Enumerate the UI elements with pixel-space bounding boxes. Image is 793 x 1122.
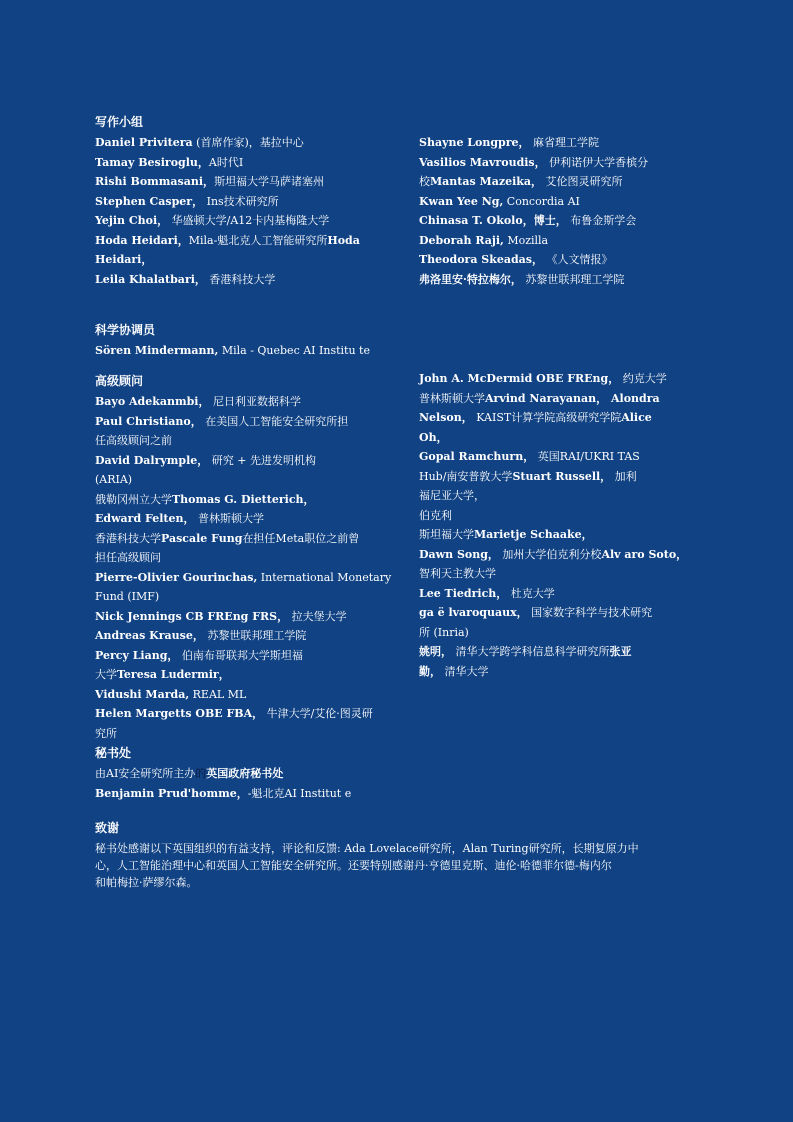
person-name: John A. McDermid OBE FREng，	[419, 372, 620, 385]
entry-line	[419, 172, 739, 192]
person-name: Yejin Choi，	[95, 214, 169, 227]
entry-line	[95, 412, 395, 432]
affiliation: 普林斯顿大学	[194, 512, 264, 525]
entry-line	[419, 250, 739, 270]
secretariat-body	[95, 764, 351, 803]
entry-line	[95, 470, 395, 490]
affiliation: A时代I	[208, 155, 244, 169]
writing-group-heading: 写作小组	[95, 115, 144, 129]
affiliation: 担任高级顾问	[95, 551, 161, 564]
affiliation: 牛津大学/艾伦·图灵研	[263, 707, 373, 720]
entry-line	[95, 211, 395, 231]
person-name: Alv aro Soto，	[601, 547, 688, 561]
affiliation: Concordia AI	[503, 194, 580, 208]
person-name: 姚明，	[419, 645, 452, 658]
person-name: Stephen Casper，	[95, 194, 204, 208]
entry-line	[95, 665, 395, 685]
entry-line	[419, 133, 739, 153]
person-name: 勤，	[419, 664, 441, 678]
affiliation: 清华大学跨学科信息科学研究所	[452, 645, 610, 658]
person-name: Deborah Raji,	[419, 233, 504, 247]
entry-line	[419, 642, 739, 662]
senior-advisors-right-column	[419, 369, 739, 681]
entry-line	[419, 623, 739, 643]
affiliation: 研究 + 先进发明机构	[208, 453, 317, 467]
entry-line	[419, 467, 739, 487]
entry-line	[419, 564, 739, 584]
entry-line	[419, 192, 739, 212]
person-name: Lee Tiedrich，	[419, 586, 508, 600]
person-name: Gopal Ramchurn，	[419, 450, 535, 463]
person-name: Hoda	[327, 233, 360, 247]
affiliation: 智利天主教大学	[419, 567, 496, 580]
person-name: Marietje Schaake，	[474, 528, 593, 541]
entry-line	[419, 584, 739, 604]
entry-line	[419, 428, 739, 448]
affiliation: International Monetary	[257, 570, 392, 584]
writing-group-right-column	[419, 133, 739, 289]
person-name: Percy Liang，	[95, 648, 179, 662]
acknowledgements-body	[95, 840, 639, 891]
entry-line	[419, 525, 739, 545]
affiliation: 苏黎世联邦理工学院	[521, 272, 625, 286]
entry-line	[95, 172, 395, 192]
affiliation: Mozilla	[503, 233, 549, 247]
affiliation: 苏黎世联邦理工学院	[203, 629, 307, 642]
coordinator-affiliation: Mila - Quebec AI Institu te	[218, 344, 370, 357]
writing-group-left-column	[95, 133, 395, 289]
person-name: Nelson，	[419, 411, 473, 424]
person-name: Helen Margetts OBE FBA，	[95, 707, 264, 720]
affiliation: 麻省理工学院	[529, 136, 600, 149]
scientific-coordinator-entry	[95, 341, 370, 361]
entry-line	[95, 392, 395, 412]
secretariat-line-2: Benjamin Prud'homme，-魁北克AI Institut e	[95, 786, 352, 800]
affiliation: 香港科技大学	[95, 531, 161, 545]
acknowledgements-line: 秘书处感谢以下英国组织的有益支持，评论和反馈: Ada Lovelace研究所，Alan Turing研究所，长期复原力中	[95, 842, 639, 855]
affiliation: 究所	[95, 726, 117, 740]
person-name: Theodora Skeadas，	[419, 253, 544, 266]
entry-line	[95, 431, 395, 451]
entry-line	[419, 662, 739, 682]
person-name: 弗洛里安·特拉梅尔，	[419, 272, 522, 286]
affiliation: 斯坦福大学	[419, 528, 474, 541]
person-name: Rishi Bommasani，	[95, 175, 215, 188]
affiliation: 布鲁金斯学会	[566, 214, 637, 227]
affiliation: 国家数字科学与技术研究	[527, 606, 653, 619]
person-name: Teresa Ludermir，	[117, 668, 230, 681]
entry-line	[95, 568, 395, 588]
entry-line	[419, 506, 739, 526]
person-name: Alice	[621, 411, 652, 424]
entry-line	[419, 447, 739, 467]
senior-advisors-left-column	[95, 392, 395, 743]
person-name: David Dalrymple，	[95, 453, 209, 467]
acknowledgements-line: 和帕梅拉·萨缪尔森。	[95, 876, 198, 889]
person-name: Vasilios Mavroudis，	[419, 155, 546, 169]
affiliation: (首席作家)，基拉中心	[192, 136, 304, 149]
affiliation: 拉夫堡大学	[288, 609, 347, 623]
person-name: Oh，	[419, 430, 448, 444]
person-name: Shayne Longpre，	[419, 136, 530, 149]
entry-line	[95, 270, 395, 290]
entry-line	[419, 270, 739, 290]
person-name: Heidari，	[95, 253, 153, 266]
affiliation: 在美国人工智能安全研究所担	[201, 414, 349, 428]
affiliation: 俄勒冈州立大学	[95, 492, 172, 506]
person-name: Leila Khalatbari，	[95, 272, 206, 286]
affiliation: 福尼亚大学，	[419, 489, 485, 502]
entry-line	[95, 607, 395, 627]
person-name: Tamay Besiroglu，	[95, 155, 209, 169]
affiliation: Mila-魁北克人工智能研究所	[188, 233, 328, 247]
affiliation: 伯克利	[419, 508, 452, 522]
affiliation: 《人文情报》	[543, 253, 613, 266]
senior-advisors-heading: 高级顾问	[95, 374, 144, 388]
affiliation: 校	[419, 175, 430, 188]
entry-line	[419, 545, 739, 565]
person-name: Chinasa T. Okolo，博士，	[419, 214, 567, 227]
person-name: Kwan Yee Ng,	[419, 194, 504, 208]
person-name: Vidushi Marda,	[95, 687, 190, 701]
person-name: Pierre-Olivier Gourinchas,	[95, 570, 258, 584]
affiliation: Fund (IMF)	[95, 590, 160, 603]
entry-line	[95, 626, 395, 646]
affiliation: 大学	[95, 668, 117, 681]
affiliation: 所 (Inria)	[419, 625, 469, 639]
acknowledgements-heading: 致谢	[95, 821, 120, 835]
affiliation: 在担任Meta职位之前曾	[242, 531, 360, 545]
affiliation: 普林斯顿大学	[419, 391, 485, 405]
entry-line	[95, 548, 395, 568]
person-name: Stuart Russell，	[512, 469, 612, 483]
person-name: Andreas Krause，	[95, 629, 204, 642]
entry-line	[95, 192, 395, 212]
entry-line	[419, 486, 739, 506]
person-name: Edward Felten，	[95, 512, 195, 525]
affiliation: 艾伦图灵研究所	[542, 175, 623, 188]
person-name: Dawn Song，	[419, 547, 499, 561]
affiliation: REAL ML	[189, 687, 247, 701]
affiliation: 尼日利亚数据科学	[209, 395, 301, 408]
person-name: 张亚	[609, 645, 632, 658]
person-name: Mantas Mazeika，	[430, 175, 543, 188]
affiliation: 加州大学伯克利分校	[498, 547, 602, 561]
secretariat-heading: 秘书处	[95, 746, 132, 760]
entry-line	[419, 211, 739, 231]
entry-line	[419, 369, 739, 389]
affiliation: (ARIA)	[95, 473, 133, 486]
secretariat-line-1: 由AI安全研究所主办的英国政府秘书处	[95, 767, 284, 780]
person-name: Arvind Narayanan， Alondra	[485, 391, 660, 405]
affiliation: 伊利诺伊大学香槟分	[545, 155, 649, 169]
person-name: Hoda Heidari，	[95, 233, 189, 247]
affiliation: 英国RAI/UKRI TAS	[534, 450, 640, 463]
entry-line	[95, 153, 395, 173]
entry-line	[95, 451, 395, 471]
entry-line	[95, 490, 395, 510]
entry-line	[95, 646, 395, 666]
person-name: Bayo Adekanmbi，	[95, 395, 210, 408]
entry-line	[95, 529, 395, 549]
entry-line	[95, 587, 395, 607]
affiliation: 伯南布哥联邦大学斯坦福	[178, 648, 303, 662]
scientific-coordinator-heading: 科学协调员	[95, 323, 156, 337]
entry-line	[95, 509, 395, 529]
entry-line	[95, 231, 395, 251]
affiliation: 约克大学	[619, 372, 667, 385]
person-name: Thomas G. Dietterich，	[172, 492, 315, 506]
entry-line	[95, 685, 395, 705]
entry-line	[419, 408, 739, 428]
entry-line	[95, 250, 395, 270]
entry-line	[419, 389, 739, 409]
acknowledgements-line: 心，人工智能治理中心和英国人工智能安全研究所。还要特别感谢丹·亨德里克斯、迪伦·哈德菲尔德-梅内尔	[95, 859, 612, 872]
affiliation: 任高级顾问之前	[95, 434, 172, 447]
person-name: Daniel Privitera	[95, 136, 193, 149]
entry-line	[419, 153, 739, 173]
affiliation: 加利	[611, 469, 637, 483]
affiliation: Hub/南安普敦大学	[419, 469, 513, 483]
person-name: Paul Christiano，	[95, 414, 202, 428]
coordinator-name: Sören Mindermann,	[95, 344, 219, 357]
entry-line	[419, 603, 739, 623]
person-name: Pascale Fung	[161, 531, 243, 545]
affiliation: Ins技术研究所	[203, 194, 279, 208]
entry-line	[95, 724, 395, 744]
affiliation: 斯坦福大学马萨诸塞州	[214, 175, 325, 188]
person-name: Nick Jennings CB FREng FRS，	[95, 609, 289, 623]
entry-line	[95, 704, 395, 724]
affiliation: KAIST计算学院高级研究学院	[472, 411, 622, 424]
affiliation: 香港科技大学	[205, 272, 276, 286]
affiliation: 杜克大学	[507, 586, 555, 600]
entry-line	[419, 231, 739, 251]
person-name: ga ë lvaroquaux，	[419, 606, 528, 619]
affiliation: 清华大学	[441, 664, 489, 678]
affiliation: 华盛顿大学/A12卡内基梅隆大学	[168, 214, 330, 227]
entry-line	[95, 133, 395, 153]
